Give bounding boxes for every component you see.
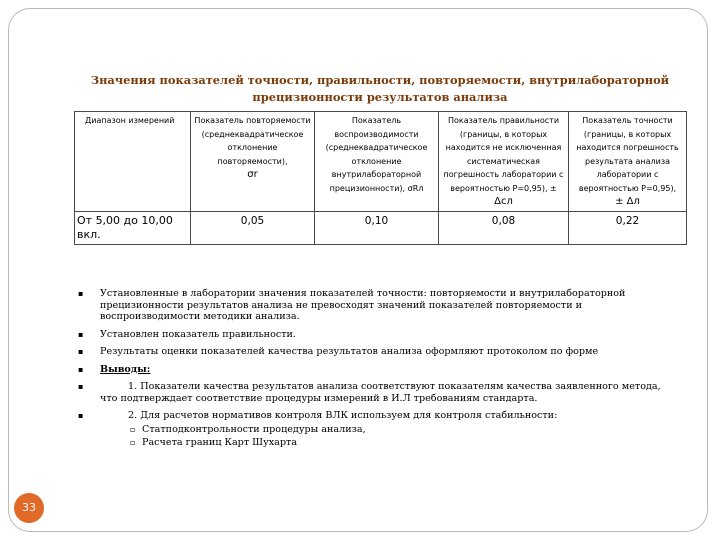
bullet-item: ▪ Результаты оценки показателей качества результатов анализа оформляют протоколом по форме: [78, 346, 678, 358]
sub-bullet-item: ▫ Статподконтрольности процедуры анализа,: [100, 424, 678, 436]
header-range: Диапазон измерений: [75, 112, 191, 212]
bullet-item: [78, 364, 678, 376]
header-trueness: Показатель правильности (границы, в которых находится не исключенная систематическая погрешность лаборатории с вероятностью Р=0,95), ± Δсл: [439, 112, 569, 212]
slide-title: Значения показателей точности, правильности, повторяемости, внутрилабораторной прецизионности результатов анализа: [90, 73, 670, 104]
cell-trueness: 0,08: [439, 211, 569, 244]
bullet-item: [78, 410, 678, 449]
cell-accuracy: 0,22: [569, 211, 687, 244]
reproducibility-symbol: σRл: [407, 183, 424, 193]
results-table: [74, 111, 687, 245]
conclusion-1: 1. Показатели качества результатов анализа соответствуют показателям качества заявленного метода, что подтверждает соответствие процедуры измерений в И.Л требованиям стандарта.: [100, 381, 661, 404]
cell-range: От 5,00 до 10,00 вкл.: [75, 211, 191, 244]
bullet-item: [78, 381, 678, 404]
header-accuracy: Показатель точности (границы, в которых находится погрешность результата анализа лаборатории с вероятностью Р=0,95), ± Δл: [569, 112, 687, 212]
table-row: [75, 211, 687, 244]
header-reproducibility: Показатель воспроизводимости (среднеквадратическое отклонение внутрилабораторной прецизионности), σRл: [315, 112, 439, 212]
table-header-row: [75, 112, 687, 212]
trueness-symbol: Δсл: [494, 196, 513, 207]
conclusion-2: 2. Для расчетов нормативов контроля ВЛК используем для контроля стабильности:: [128, 410, 558, 421]
bullet-item: ▪ Установлен показатель правильности.: [78, 329, 678, 341]
repeatability-symbol: σr: [247, 169, 258, 180]
cell-reproducibility: 0,10: [315, 211, 439, 244]
bullet-item: ▪ Установленные в лаборатории значения показателей точности: повторяемости и внутрилабораторной прецизионности результатов анализа не превосходят значений показателей повторяемости и воспроизводимости методики анализа.: [78, 288, 678, 323]
sub-bullet-item: ▫ Расчета границ Карт Шухарта: [100, 437, 678, 449]
page-number-badge: 33: [14, 493, 44, 523]
accuracy-symbol: ± Δл: [615, 196, 640, 207]
conclusions-heading: Выводы:: [100, 363, 151, 375]
bullet-list: [78, 288, 678, 455]
header-repeatability: Показатель повторяемости (среднеквадратическое отклонение повторяемости), σr: [191, 112, 315, 212]
cell-repeatability: 0,05: [191, 211, 315, 244]
